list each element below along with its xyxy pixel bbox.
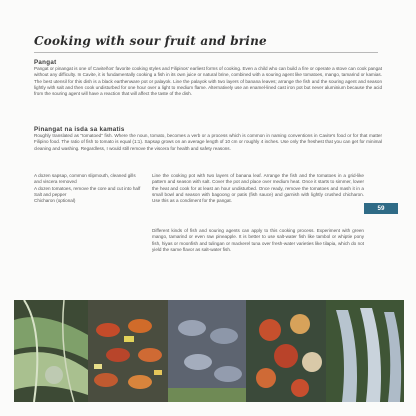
page-number-tab: 59 [364,203,398,214]
ingredient-item: A dozen tomatoes, remove the core and cut into half [34,185,141,191]
banana-leaf-photo [14,300,88,402]
title-divider [34,52,378,53]
ingredient-list [34,173,144,204]
whole-fish-photo [326,300,404,402]
page-title: Cooking with sour fruit and brine [34,34,267,48]
ingredient-item: A dozen sapsap, common slipmouth, cleaned gills and viscera removed [34,173,136,185]
method-paragraph-1: Line the cooking pot with two layers of banana leaf. Arrange the fish and the tomatoes in a grid-like pattern and season with salt. Cover the pot and place over medium heat. Once it starts to simmer, lower the heat and cook for at least an hour undisturbed. Once ready, remove the tomatoes and mash it in a small bowl and season with bagoong or patis (fish sauce) and garnish with lightly crushed chicharon. Use this as a condiment for the pangat. [152,173,364,204]
section-body-pangat: Pangat or pinangat is one of Caviteños' favorite cooking styles and Filipinos' earliest forms of cooking. Even a child who can build a fire or operate a stove can cook pangat without any difficulty. In Cavite, it is fundamentally cooking a fish in its own juice or natural brine, combined with a souring agent like tomatoes, mango, tamarind or kamias. The best utensil for this dish is a black earthenware pot or palayok. Line the palayok with two layers of banana leaves; arrange the fish and the souring agent and season lightly with salt and then cook undisturbed for one hour over a light to medium flame. Alternatively use an enamel-lined cast iron pot but never aluminium because the acid from the souring agent will have a reaction that will affect the taste of the dish. [34,66,382,97]
ingredient-item: Chicharon (optional) [34,198,76,204]
section-body-recipe: Roughly translated as "tomatoed" fish. Where the noun, tomato, becomes a verb or a process which is common in naming conventions in Cavite's food or for that matter Filipino food. The ratio of fish to tomato is equal (1:1). Sapsap grows on an average length of 10 cm or roughly 4 inches. Use only the freshest that you can get for minimal cleaning and washing. Regardless, I would still remove the viscera for health and safety reasons. [34,133,382,151]
method-paragraph-2: Different kinds of fish and souring agents can apply to this cooking process. Experiment with green mango, tamarind or even raw pineapple. It is better to use salt-water fish like tambol or whiptie pony fish, hiyas or moonfish and tulingan or mackerel tuna over fresh-water varieties like tilapia, which do not yield the same flavor as salt-water fish. [152,228,364,252]
section-heading-pangat: Pangat [34,59,57,66]
fish-in-pot-photo [168,300,246,402]
section-heading-recipe: Pinangat na isda sa kamatis [34,126,125,133]
ingredient-item: Salt and pepper [34,191,67,197]
photo-strip [14,300,404,402]
fish-and-tomato-grid-photo [88,300,168,402]
cooked-tomatoes-photo [246,300,326,402]
